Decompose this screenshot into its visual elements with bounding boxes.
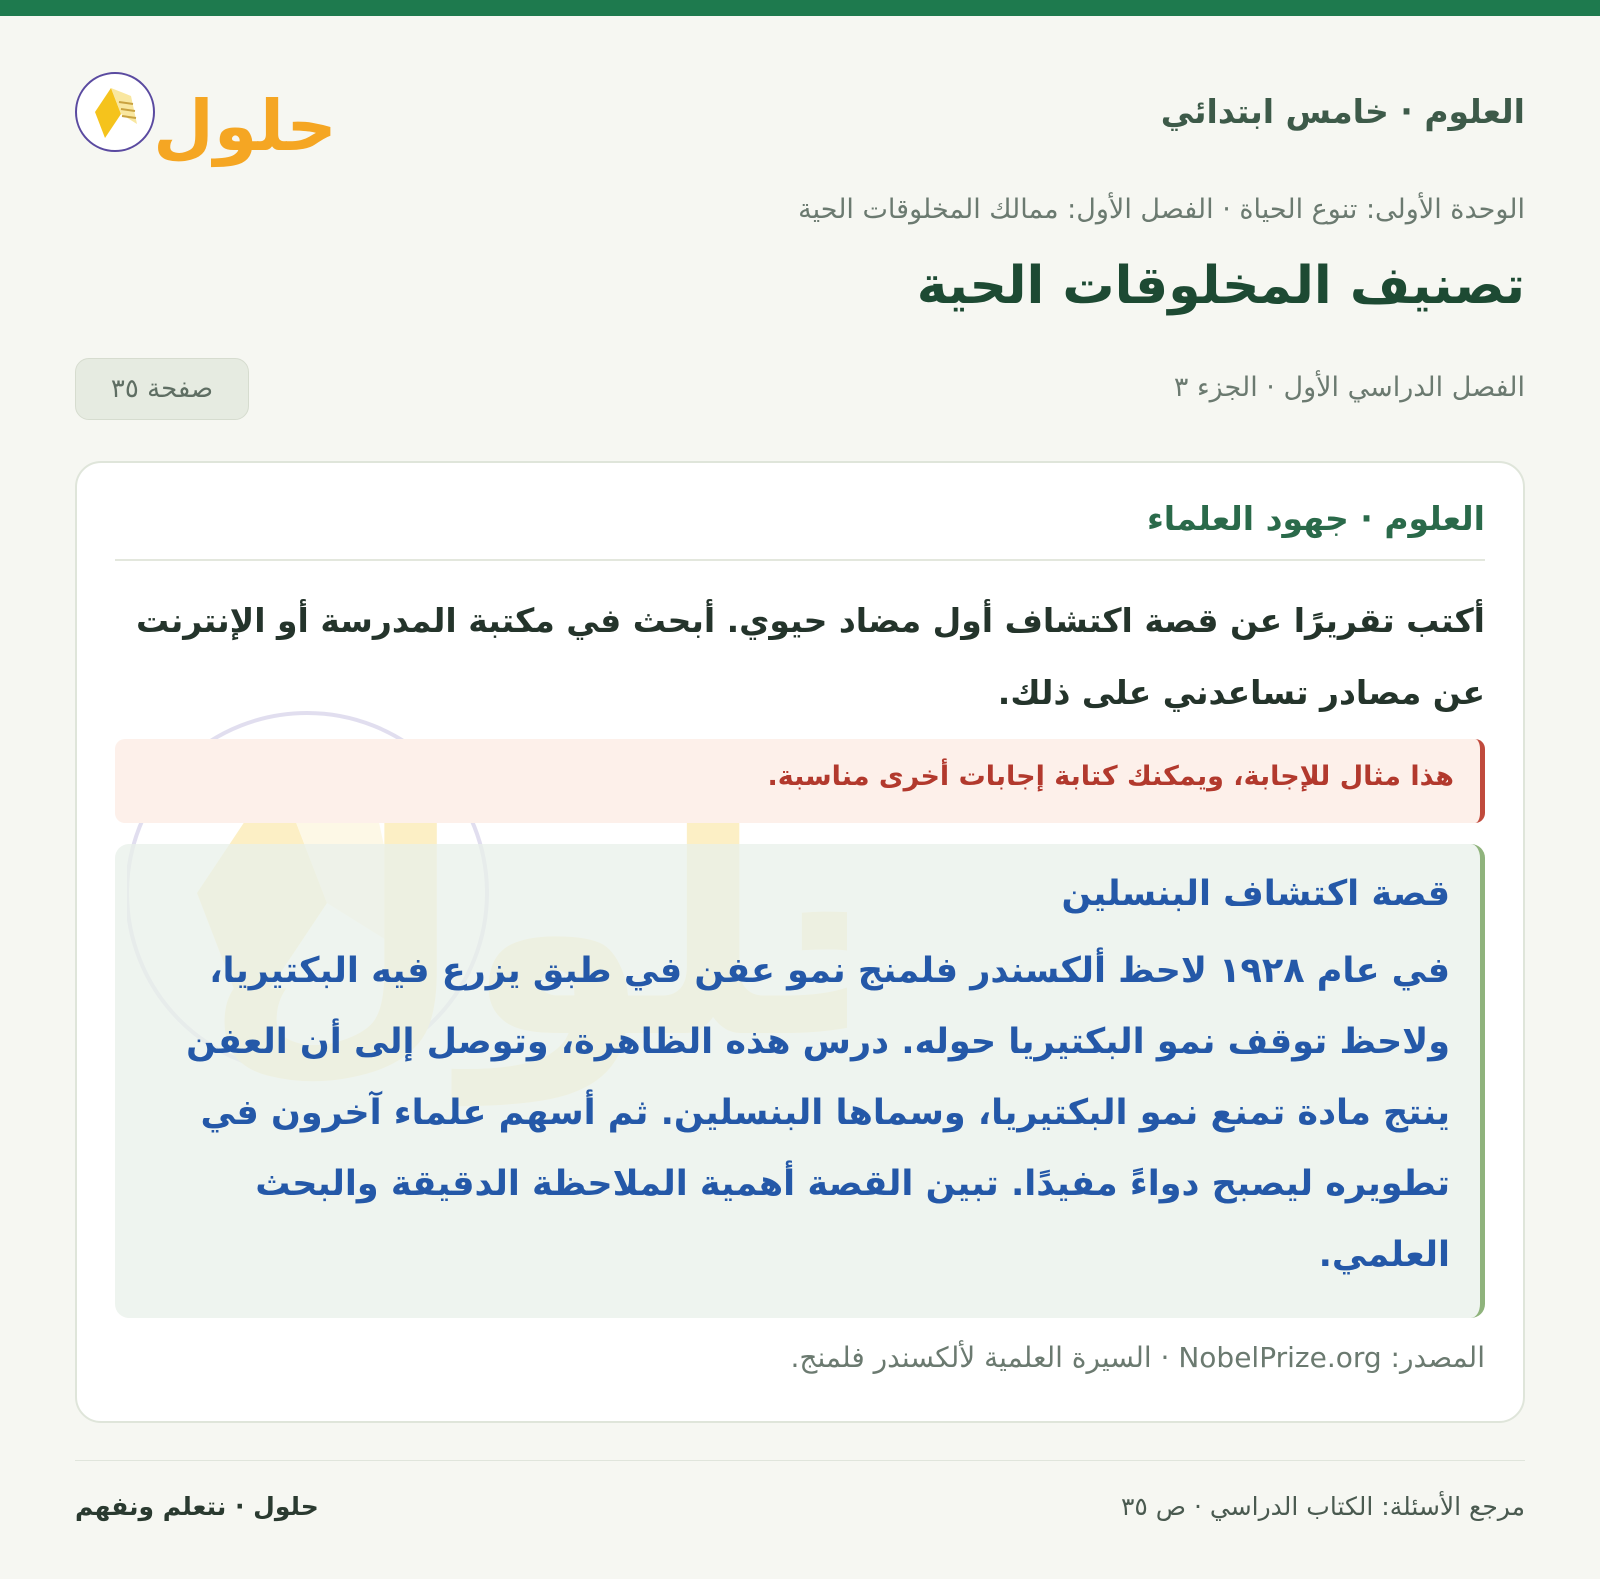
answer-body: في عام ١٩٢٨ لاحظ ألكسندر فلمنج نمو عفن في طبق يزرع فيه البكتيريا، ولاحظ توقف نمو البكتيريا حوله. درس هذه الظاهرة، وتوصل إلى أن العفن ينتج مادة تمنع نمو البكتيريا، وسماها البنسلين. ثم أسهم علماء آخرون في تطويره ليصبح دواءً مفيدًا. تبين القصة أهمية الملاحظة الدقيقة والبحث العلمي.	[186, 951, 1450, 1275]
answer-box	[115, 844, 1485, 1318]
exercise-card	[75, 461, 1525, 1423]
meta-row	[75, 358, 1525, 422]
card-header	[115, 497, 1485, 561]
footer-reference: مرجع الأسئلة: الكتاب الدراسي · ص ٣٥	[1120, 1492, 1525, 1521]
logo-graphic	[75, 72, 335, 172]
hulul-logo[interactable]	[75, 72, 335, 172]
answer-title: قصة اكتشاف البنسلين	[1061, 874, 1450, 914]
term-part-label: الفصل الدراسي الأول · الجزء ٣	[1173, 372, 1525, 403]
footer-divider	[75, 1460, 1525, 1461]
top-accent-bar	[0, 0, 1600, 16]
breadcrumb: الوحدة الأولى: تنوع الحياة · الفصل الأول: ممالك المخلوقات الحية	[798, 194, 1525, 225]
question-text: أكتب تقريرًا عن قصة اكتشاف أول مضاد حيوي. أبحث في مكتبة المدرسة أو الإنترنت عن مصادر تساعدني على ذلك.	[135, 601, 1485, 712]
answer-note-text: هذا مثال للإجابة، ويمكنك كتابة إجابات أخرى مناسبة.	[767, 761, 1454, 792]
card-heading: العلوم · جهود العلماء	[1146, 499, 1485, 538]
answer-note-box	[115, 739, 1485, 823]
lesson-title: تصنيف المخلوقات الحية	[916, 256, 1525, 316]
page-number-badge: صفحة ٣٥	[75, 358, 249, 420]
footer-brand: حلول · نتعلم ونفهم	[75, 1492, 319, 1521]
source-citation: المصدر: NobelPrize.org · السيرة العلمية لألكسندر فلمنج.	[790, 1341, 1485, 1374]
card-content	[115, 463, 1485, 1421]
subject-grade-title: العلوم · خامس ابتدائي	[1160, 92, 1525, 131]
header	[75, 52, 1525, 167]
logo-wordmark: حلول	[153, 85, 335, 167]
page	[75, 16, 1525, 1579]
